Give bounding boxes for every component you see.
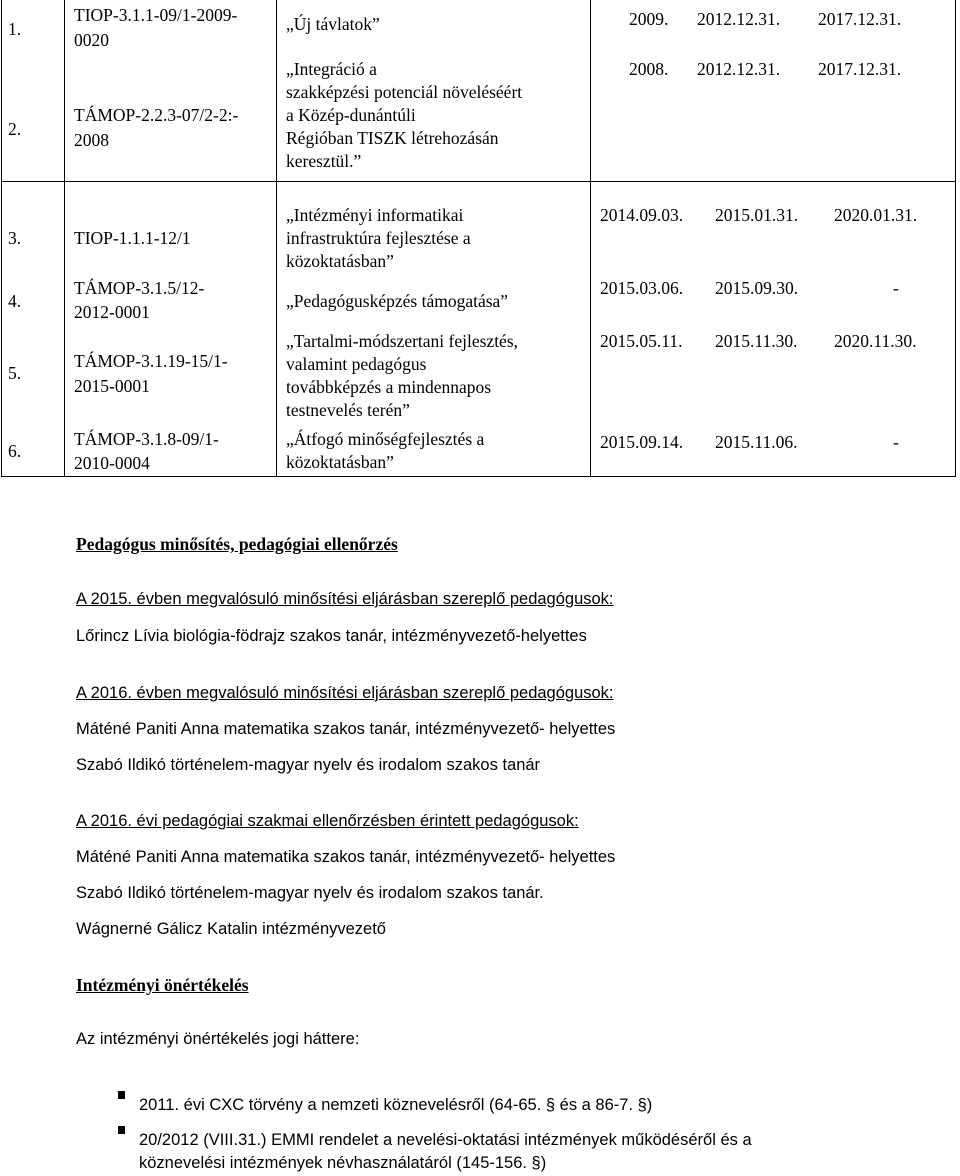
- table-border-left: [1, 0, 2, 476]
- sustain-date: 2017.12.31.: [818, 59, 902, 79]
- end-date: 2015.01.31.: [715, 205, 799, 225]
- start-date: 2014.09.03.: [600, 205, 684, 225]
- bullet-text: 20/2012 (VIII.31.) EMMI rendelet a nevelési-oktatási intézmények működéséről és a: [139, 1131, 752, 1149]
- project-title: közoktatásban”: [286, 452, 394, 472]
- project-title: „Új távlatok”: [286, 14, 380, 34]
- sustain-date: -: [893, 278, 899, 298]
- project-title: „Átfogó minőségfejlesztés a: [286, 429, 485, 449]
- sustain-date: -: [893, 432, 899, 452]
- person-line: Lőrincz Lívia biológia-födrajz szakos tanár, intézményvezető-helyettes: [76, 627, 587, 645]
- end-date: 2015.09.30.: [715, 278, 799, 298]
- section-heading: Pedagógus minősítés, pedagógiai ellenőrzés: [76, 534, 398, 554]
- intro-line: Az intézményi önértékelés jogi háttere:: [76, 1030, 360, 1048]
- project-code: TÁMOP-3.1.5/12-: [74, 278, 205, 298]
- project-title: testnevelés terén”: [286, 400, 410, 420]
- project-title: „Pedagógusképzés támogatása”: [286, 291, 509, 311]
- project-code: 2012-0001: [74, 302, 150, 322]
- project-title: szakképzési potenciál növeléséért: [286, 82, 523, 102]
- end-date: 2015.11.30.: [715, 331, 798, 351]
- column-divider: [64, 0, 65, 476]
- end-date: 2012.12.31.: [697, 9, 781, 29]
- project-code: 2008: [74, 130, 109, 150]
- sustain-date: 2020.11.30.: [834, 331, 917, 351]
- project-code: 0020: [74, 30, 109, 50]
- group-divider: [1, 181, 956, 182]
- row-number: 3.: [8, 228, 22, 248]
- person-line: Máténé Paniti Anna matematika szakos tanár, intézményvezető- helyettes: [76, 848, 616, 866]
- project-code: TIOP-1.1.1-12/1: [74, 228, 191, 248]
- project-code: TIOP-3.1.1-09/1-2009-: [74, 5, 238, 25]
- project-code: TÁMOP-3.1.8-09/1-: [74, 429, 219, 449]
- bullet-text: 2011. évi CXC törvény a nemzeti köznevelésről (64-65. § és a 86-7. §): [139, 1096, 653, 1114]
- row-number: 6.: [8, 441, 22, 461]
- bullet-square-icon: [118, 1126, 125, 1134]
- start-date: 2015.05.11.: [600, 331, 683, 351]
- paragraph-title: A 2016. évben megvalósuló minősítési eljárásban szereplő pedagógusok:: [76, 684, 614, 702]
- bullet-square-icon: [118, 1091, 125, 1099]
- project-title: „Integráció a: [286, 59, 377, 79]
- person-line: Wágnerné Gálicz Katalin intézményvezető: [76, 920, 386, 938]
- project-title: keresztül.”: [286, 151, 362, 171]
- bullet-text: köznevelési intézmények névhasználatáról (145-156. §): [139, 1154, 547, 1172]
- column-divider: [590, 0, 591, 476]
- project-code: 2010-0004: [74, 453, 150, 473]
- project-title: közoktatásban”: [286, 251, 394, 271]
- table-border-right: [955, 0, 956, 476]
- project-title: a Közép-dunántúli: [286, 105, 416, 125]
- paragraph-title: A 2015. évben megvalósuló minősítési eljárásban szereplő pedagógusok:: [76, 590, 614, 608]
- sustain-date: 2017.12.31.: [818, 9, 902, 29]
- row-number: 2.: [8, 119, 22, 139]
- project-title: infrastruktúra fejlesztése a: [286, 228, 471, 248]
- start-date: 2009.: [629, 9, 669, 29]
- project-code: TÁMOP-2.2.3-07/2-2:-: [74, 105, 239, 125]
- project-title: Régióban TISZK létrehozásán: [286, 128, 499, 148]
- project-title: valamint pedagógus: [286, 354, 427, 374]
- project-code: 2015-0001: [74, 376, 150, 396]
- person-line: Máténé Paniti Anna matematika szakos tanár, intézményvezető- helyettes: [76, 720, 616, 738]
- sustain-date: 2020.01.31.: [834, 205, 918, 225]
- row-number: 1.: [8, 19, 22, 39]
- project-code: TÁMOP-3.1.19-15/1-: [74, 351, 228, 371]
- end-date: 2015.11.06.: [715, 432, 798, 452]
- row-number: 5.: [8, 363, 22, 383]
- start-date: 2015.03.06.: [600, 278, 684, 298]
- person-line: Szabó Ildikó történelem-magyar nyelv és irodalom szakos tanár: [76, 756, 541, 774]
- table-border-bottom: [1, 476, 956, 477]
- project-title: továbbképzés a mindennapos: [286, 377, 492, 397]
- start-date: 2015.09.14.: [600, 432, 684, 452]
- person-line: Szabó Ildikó történelem-magyar nyelv és irodalom szakos tanár.: [76, 884, 544, 902]
- project-title: „Intézményi informatikai: [286, 205, 464, 225]
- row-number: 4.: [8, 291, 22, 311]
- start-date: 2008.: [629, 59, 669, 79]
- section-heading: Intézményi önértékelés: [76, 975, 249, 995]
- paragraph-title: A 2016. évi pedagógiai szakmai ellenőrzésben érintett pedagógusok:: [76, 812, 579, 830]
- column-divider: [276, 0, 277, 476]
- end-date: 2012.12.31.: [697, 59, 781, 79]
- project-title: „Tartalmi-módszertani fejlesztés,: [286, 331, 519, 351]
